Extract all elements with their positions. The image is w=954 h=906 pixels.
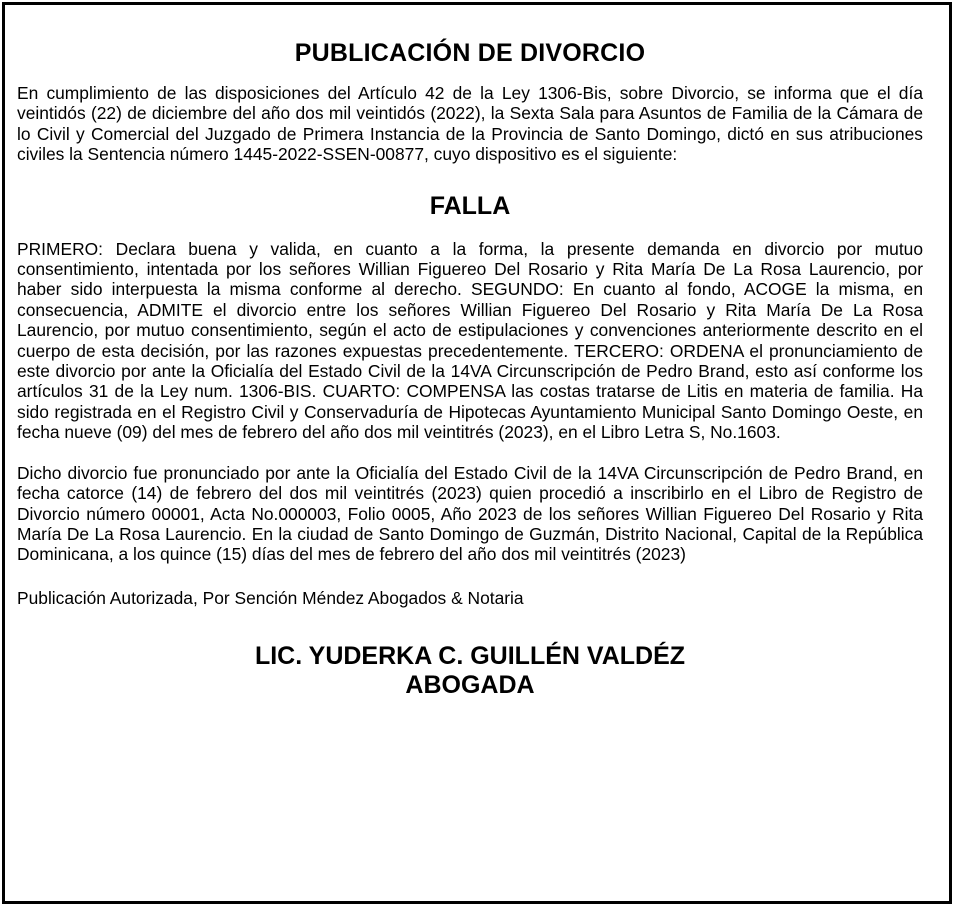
notice-content — [17, 38, 923, 700]
falla-heading: FALLA — [429, 191, 511, 220]
falla-paragraph: PRIMERO: Declara buena y valida, en cuanto a la forma, la presente demanda en divorcio por mutuo consentimiento, intentada por los señores Willian Figuereo Del Rosario y Rita María De La Rosa Laurencio, por haber sido interpuesta la misma conforme al derecho. SEGUNDO: En cuanto al fondo, ACOGE la misma, en consecuencia, ADMITE el divorcio entre los señores Willian Figuereo Del Rosario y Rita María De La Rosa Laurencio, por mutuo consentimiento, según el acto de estipulaciones y convenciones anteriormente descrito en el cuerpo de esta decisión, por las razones expuestas precedentemente. TERCERO: ORDENA el pronunciamiento de este divorcio por ante la Oficialía del Estado Civil de la 14VA Circunscripción de Pedro Brand, esto así conforme los artículos 31 de la Ley num. 1306-BIS. CUARTO: COMPENSA las costas tratarse de Litis en materia de familia. Ha sido registrada en el Registro Civil y Conservaduría de Hipotecas Ayuntamiento Municipal Santo Domingo Oeste, en fecha nueve (09) del mes de febrero del año dos mil veintitrés (2023), en el Libro Letra S, No.1603. — [17, 238, 923, 443]
authorization-line: Publicación Autorizada, Por Sención Méndez Abogados & Notaria — [17, 587, 524, 608]
pronouncement-paragraph: Dicho divorcio fue pronunciado por ante la Oficialía del Estado Civil de la 14VA Circunscripción de Pedro Brand, en fecha catorce (14) de febrero del dos mil veintitrés (2023) quien procedió a inscribirlo en el Libro de Registro de Divorcio número 00001, Acta No.000003, Folio 0005, Año 2023 de los señores Willian Figuereo Del Rosario y Rita María De La Rosa Laurencio. En la ciudad de Santo Domingo de Guzmán, Distrito Nacional, Capital de la República Dominicana, a los quince (15) días del mes de febrero del año dos mil veintitrés (2023) — [17, 462, 923, 565]
notice-title: PUBLICACIÓN DE DIVORCIO — [294, 39, 646, 67]
signature-role: ABOGADA — [405, 671, 535, 700]
signature-block — [17, 642, 923, 700]
signature-name: LIC. YUDERKA C. GUILLÉN VALDÉZ — [254, 642, 686, 671]
intro-paragraph: En cumplimiento de las disposiciones del Artículo 42 de la Ley 1306-Bis, sobre Divorcio, se informa que el día veintidós (22) de diciembre del año dos mil veintidós (2022), la Sexta Sala para Asuntos de Familia de la Cámara de lo Civil y Comercial del Juzgado de Primera Instancia de la Provincia de Santo Domingo, dictó en sus atribuciones civiles la Sentencia número 1445-2022-SSEN-00877, cuyo dispositivo es el siguiente: — [17, 83, 923, 165]
